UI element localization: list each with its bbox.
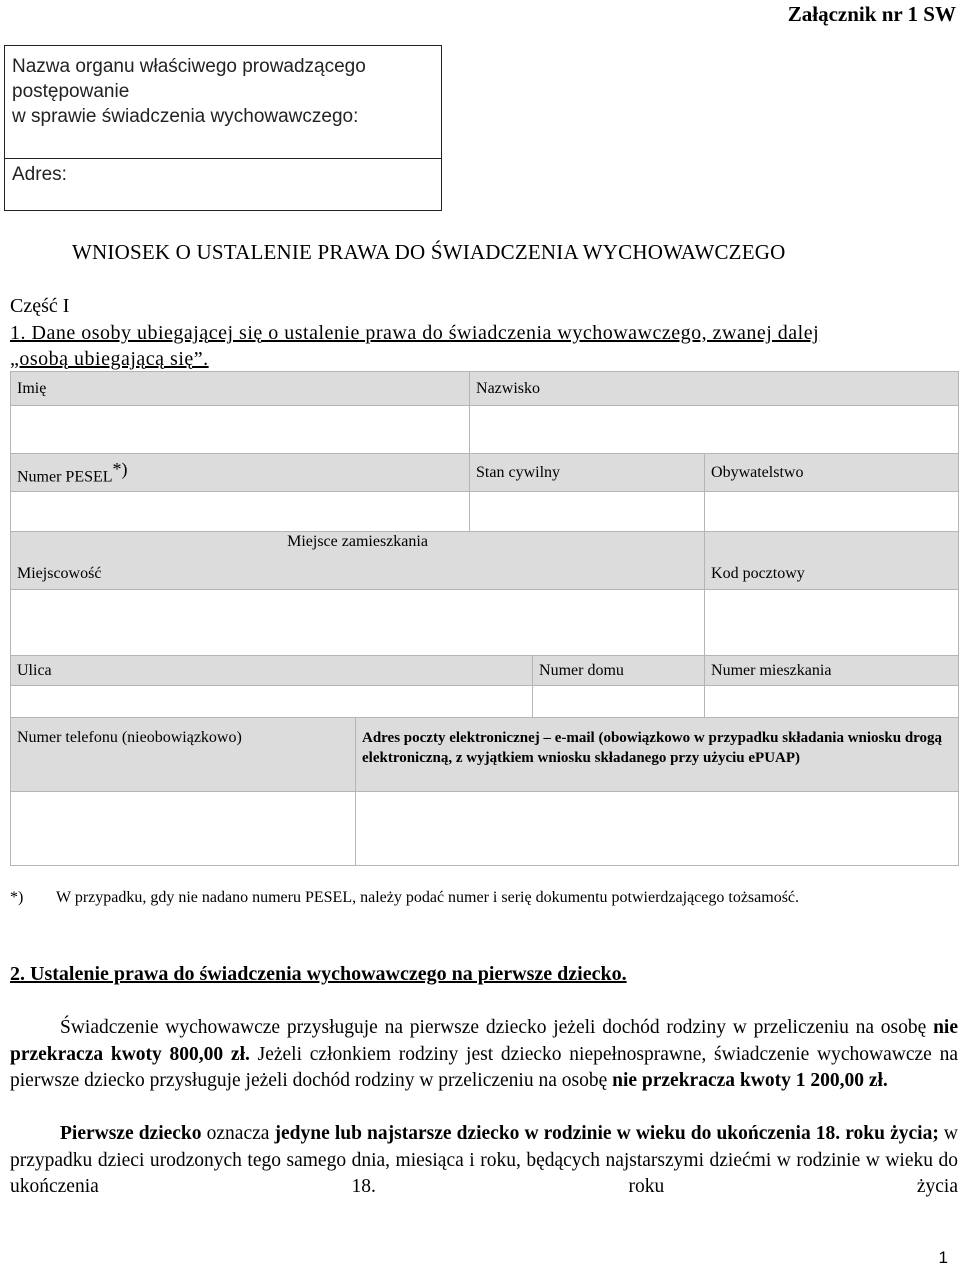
street-input[interactable] xyxy=(11,686,533,718)
section-2-heading: 2. Ustalenie prawa do świadczenia wychowawczego na pierwsze dziecko. xyxy=(10,963,627,985)
citizenship-input[interactable] xyxy=(705,492,959,532)
residence-group xyxy=(11,532,705,590)
email-label: Adres poczty elektronicznej – e-mail (obowiązkowo w przypadku składania wniosku drogą elektroniczną, z wyjątkiem wniosku składanego przy użyciu ePUAP) xyxy=(356,718,959,792)
marital-status-input[interactable] xyxy=(470,492,705,532)
last-name-label: Nazwisko xyxy=(470,372,959,406)
pesel-label-text: Numer PESEL xyxy=(17,468,113,486)
email-input[interactable] xyxy=(356,792,959,866)
locality-label: Miejscowość xyxy=(17,565,102,582)
authority-line-1: Nazwa organu właściwego prowadzącego xyxy=(12,56,366,77)
first-name-input[interactable] xyxy=(11,406,470,454)
pesel-footnote xyxy=(10,889,799,907)
house-number-input[interactable] xyxy=(533,686,705,718)
section-1-line-2: „osobą ubiegającą się”. xyxy=(10,348,209,370)
authority-address-label: Adres: xyxy=(12,164,67,185)
apartment-number-input[interactable] xyxy=(705,686,959,718)
citizenship-label: Obywatelstwo xyxy=(705,454,959,492)
phone-input[interactable] xyxy=(11,792,356,866)
street-label: Ulica xyxy=(11,656,533,686)
page-number: 1 xyxy=(938,1248,948,1267)
last-name-input[interactable] xyxy=(470,406,959,454)
pesel-label xyxy=(11,454,470,492)
authority-line-2: postępowanie xyxy=(12,81,130,102)
residence-header: Miejsce zamieszkania xyxy=(287,533,428,550)
document-title: WNIOSEK O USTALENIE PRAWA DO ŚWIADCZENIA WYCHOWAWCZEGO xyxy=(72,240,786,264)
postal-code-label: Kod pocztowy xyxy=(705,532,959,590)
applicant-data-table xyxy=(10,371,959,866)
authority-line-3: w sprawie świadczenia wychowawczego: xyxy=(12,106,359,127)
house-number-label: Numer domu xyxy=(533,656,705,686)
apartment-number-label: Numer mieszkania xyxy=(705,656,959,686)
locality-input[interactable] xyxy=(11,590,705,656)
section-1-line-1: 1. Dane osoby ubiegającej się o ustalenie prawa do świadczenia wychowawczego, zwanej dalej xyxy=(10,322,820,344)
first-name-label: Imię xyxy=(11,372,470,406)
attachment-label: Załącznik nr 1 SW xyxy=(787,2,956,26)
authority-box xyxy=(4,45,442,211)
phone-label: Numer telefonu (nieobowiązkowo) xyxy=(11,718,356,792)
postal-code-input[interactable] xyxy=(705,590,959,656)
pesel-input[interactable] xyxy=(11,492,470,532)
footnote-mark: *) xyxy=(10,889,24,906)
income-threshold-paragraph: Świadczenie wychowawcze przysługuje na pierwsze dziecko jeżeli dochód rodziny w przeliczeniu na osobę nie przekracza kwoty 800,00 zł. Jeżeli członkiem rodziny jest dziecko niepełnosprawne, świadczenie wychowawcze na pierwsze dziecko przysługuje jeżeli dochód rodziny w przeliczeniu na osobę nie przekracza kwoty 1 200,00 zł. xyxy=(10,1017,958,1091)
first-child-definition-paragraph: Pierwsze dziecko oznacza jedyne lub najstarsze dziecko w rodzinie w wieku do ukończenia 18. roku życia; w przypadku dzieci urodzonych tego samego dnia, miesiąca i roku, będących najstarszymi dziećmi w rodzinie w wieku do ukończenia 18. roku życia xyxy=(10,1123,958,1197)
section-1-heading xyxy=(10,320,958,372)
marital-status-label: Stan cywilny xyxy=(470,454,705,492)
part-label: Część I xyxy=(10,295,70,317)
pesel-footnote-mark: *) xyxy=(112,458,128,479)
authority-name-field[interactable] xyxy=(5,46,441,159)
footnote-text: W przypadku, gdy nie nadano numeru PESEL, należy podać numer i serię dokumentu potwierdzającego tożsamość. xyxy=(56,889,800,906)
